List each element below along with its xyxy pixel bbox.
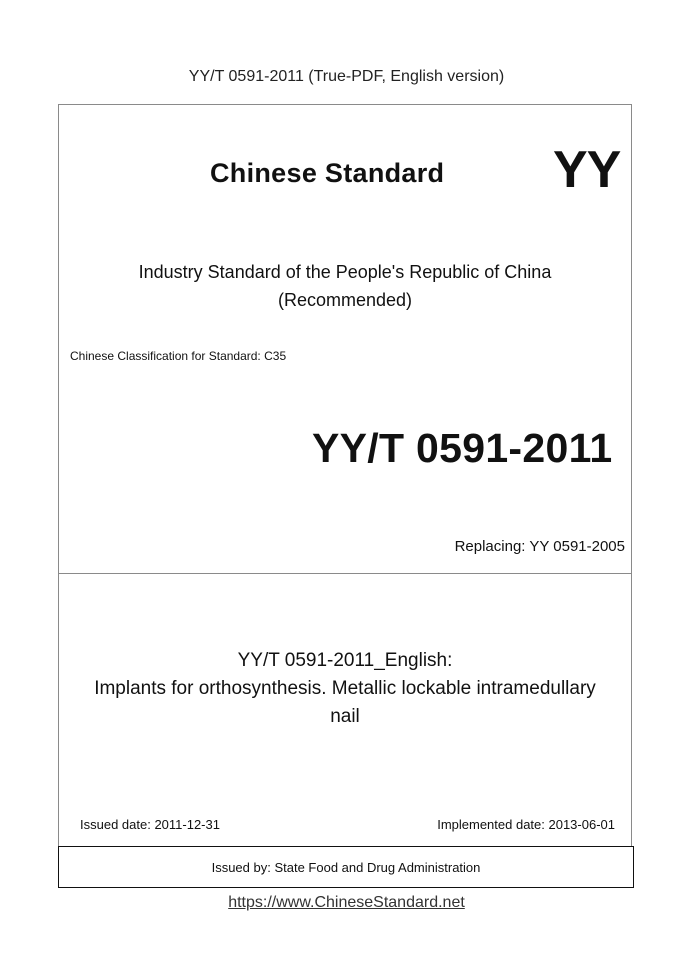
- website-link[interactable]: https://www.ChineseStandard.net: [228, 894, 465, 911]
- standard-number: YY/T 0591-2011: [312, 425, 613, 471]
- document-title-line: nail: [330, 706, 360, 727]
- cover-title: Chinese Standard: [210, 158, 445, 188]
- document-title-line: Implants for orthosynthesis. Metallic lockable intramedullary: [94, 678, 596, 699]
- document-title: [58, 647, 632, 731]
- industry-statement: [58, 258, 632, 314]
- industry-line: Industry Standard of the People's Republic of China: [138, 262, 552, 282]
- issuer-box: [58, 846, 634, 888]
- issued-date: Issued date: 2011-12-31: [80, 817, 220, 832]
- document-title-code: YY/T 0591-2011_English:: [237, 650, 453, 671]
- implemented-date: Implemented date: 2013-06-01: [437, 817, 615, 832]
- standard-prefix: YY: [553, 141, 621, 199]
- issuer-text: Issued by: State Food and Drug Administration: [211, 859, 481, 875]
- classification-text: Chinese Classification for Standard: C35: [70, 349, 287, 363]
- replacing-text: Replacing: YY 0591-2005: [454, 538, 625, 555]
- document-header: YY/T 0591-2011 (True-PDF, English version): [188, 68, 505, 85]
- recommended-label: (Recommended): [277, 290, 413, 310]
